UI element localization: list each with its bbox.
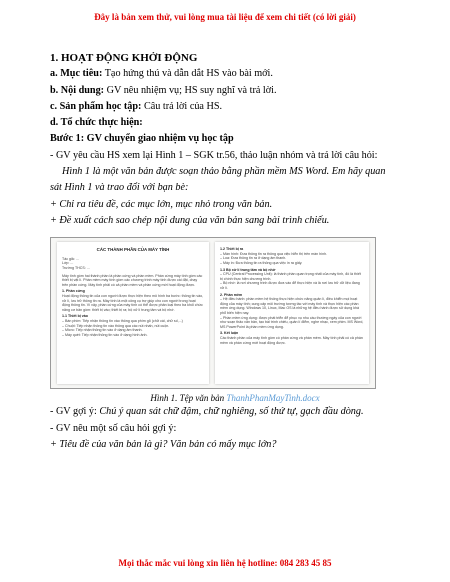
doc-os-paragraph: – Hệ điều hành: phần mềm hệ thống thực hiện chức năng quản lí, điều khiển mọi hoạt động của máy tính; cung cấp môi trường tương tác với máy tính và thực hiện các phần mềm ứng dụng. Windows 10, Linux, Mac OS là những hệ điều hành được sử dụng khá phổ biến hiện nay. bbox=[220, 297, 360, 315]
document-body bbox=[50, 50, 420, 453]
figure-document-preview bbox=[50, 237, 376, 389]
product-line bbox=[50, 99, 420, 115]
task-bullet-2: + Đề xuất cách sao chép nội dung của văn bản sang bài trình chiếu. bbox=[50, 214, 330, 226]
content-line bbox=[50, 83, 420, 99]
document-page-left bbox=[57, 242, 209, 384]
product-label: c. Sản phẩm học tập: bbox=[50, 100, 142, 112]
doc-heading-conclusion: 3. Kết luận bbox=[220, 331, 239, 336]
goal-line bbox=[50, 66, 420, 82]
figure-caption bbox=[50, 392, 420, 404]
hint-text: Chú ý quan sát chữ đậm, chữ nghiêng, số thứ tự, gạch đầu dòng. bbox=[96, 406, 364, 418]
doc-title: CÁC THÀNH PHẦN CỦA MÁY TÍNH bbox=[96, 247, 170, 253]
doc-output-item: – Màn hình: Đưa thông tin ra thông qua việc hiển thị trên màn hình. bbox=[220, 251, 328, 256]
doc-heading-cpu: 1.3 Bộ xử lí trung tâm và bộ nhớ bbox=[220, 267, 276, 272]
section-title: 1. HOẠT ĐỘNG KHỞI ĐỘNG bbox=[50, 52, 198, 64]
content-text: GV nêu nhiệm vụ; HS suy nghĩ và trả lời. bbox=[104, 84, 277, 96]
doc-heading-output: 1.2 Thiết bị ra bbox=[220, 247, 244, 252]
doc-meta-school: Trường THCS: ... bbox=[62, 266, 90, 271]
question-1: + Tiêu đề của văn bản là gì? Văn bản có mấy mục lớn? bbox=[50, 438, 277, 450]
caption-prefix: Hình 1. Tệp văn bản bbox=[150, 393, 227, 404]
task-line-1: Hình 1 là một văn bản được soạn thảo bằng phần mềm MS Word. Em hãy quan bbox=[62, 166, 386, 178]
step1-heading: Bước 1: GV chuyển giao nhiệm vụ học tập bbox=[50, 133, 234, 145]
doc-intro: Máy tính gồm hai thành phần là phần cứng và phần mềm. Phần cứng máy tính gồm các thiết bị vật lí. Phần mềm máy tính gồm các chương trình máy tính được cài đặt, chạy trên phần cứng. Máy tính phải có cả phần mềm và phần cứng mới hoạt động được. bbox=[62, 273, 203, 287]
preview-banner: Đây là bản xem thử, vui lòng mua tài liệu để xem chi tiết (có lời giải) bbox=[94, 12, 356, 22]
doc-output-item: – Máy in: Đưa thông tin ra thông qua việc in ra giấy. bbox=[220, 261, 303, 266]
doc-input-item: – Chuột: Tiếp nhận thông tin vào thông qua các nút nhấn, nút cuộn. bbox=[62, 323, 170, 328]
doc-input-item: – Micro: Tiếp nhận thông tin vào ở dạng âm thanh. bbox=[62, 328, 143, 333]
doc-heading-input: 1.1 Thiết bị vào bbox=[62, 314, 88, 319]
task-bullet-1: + Chỉ ra tiêu đề, các mục lớn, mục nhỏ trong văn bản. bbox=[50, 198, 273, 210]
hint-line bbox=[50, 404, 420, 420]
doc-input-item: – Bàn phím: Tiếp nhận thông tin vào thông qua phím gõ (chữ cái, chữ số,...) bbox=[62, 318, 183, 323]
doc-conclusion-paragraph: Các thành phần của máy tính gồm có phần cứng và phần mềm. Máy tính phải có cả phần mềm và phần cứng mới hoạt động được. bbox=[220, 335, 363, 345]
organize-heading: d. Tổ chức thực hiện: bbox=[50, 117, 143, 129]
hotline-banner: Mọi thắc mắc vui lòng xin liên hệ hotline: 084 283 45 85 bbox=[118, 558, 332, 568]
doc-output-item: – Loa: Đưa thông tin ra ở dạng âm thanh. bbox=[220, 256, 287, 261]
product-text: Câu trả lời của HS. bbox=[141, 100, 223, 112]
doc-meta-class: Lớp: ... bbox=[62, 261, 74, 266]
caption-filename: ThanhPhanMayTinh.docx bbox=[226, 393, 320, 404]
doc-heading-hardware: 1. Phần cứng bbox=[62, 289, 85, 294]
goal-text: Tạo hứng thú và dẫn dắt HS vào bài mới. bbox=[102, 68, 273, 80]
doc-hardware-paragraph: Hoạt động thông tin của con người được thực hiện theo mô hình ba bước: thông tin vào, xử lí, lưu trữ thông tin ra. Máy tính là một công cụ trợ giúp cho con người trong hoạt động thông tin. Vì vậy, phần cứng của máy tính có thể được phân loại theo ba khối chức năng cơ bản gồm: thiết bị vào; thiết bị ra; bộ xử lí trung tâm và bộ nhớ. bbox=[62, 294, 204, 312]
doc-meta-author: Tác giả: ... bbox=[62, 256, 79, 261]
goal-label: a. Mục tiêu: bbox=[50, 68, 103, 80]
doc-input-item: – Máy quét: Tiếp nhận thông tin vào ở dạng hình ảnh. bbox=[62, 332, 148, 337]
questions-intro: - GV nêu một số câu hỏi gợi ý: bbox=[50, 422, 177, 434]
document-page-right bbox=[215, 242, 369, 384]
task-paragraph: - GV yêu cầu HS xem lại Hình 1 – SGK tr.56, thảo luận nhóm và trả lời câu hỏi: bbox=[50, 149, 378, 161]
doc-heading-software: 2. Phần mềm bbox=[220, 292, 243, 297]
task-line-2: sát Hình 1 và trao đổi với bạn bè: bbox=[50, 182, 189, 194]
content-label: b. Nội dung: bbox=[50, 84, 105, 96]
hint-label: - GV gợi ý: bbox=[50, 406, 97, 418]
doc-cpu-paragraph: – CPU (Central Processing Unit): là thành phần quan trọng nhất của máy tính, đó là thiết bị chính thực hiện chương trình. bbox=[220, 272, 361, 281]
doc-apps-paragraph: – Phần mềm ứng dụng: được phát triển để phục vụ nhu cầu thường ngày của con người như soạn thảo văn bản, tạo bài trình chiếu, quản lí điểm, nghe nhạc, xem phim. MS Word, MS PowerPoint là phần mềm ứng dụng. bbox=[220, 315, 364, 329]
doc-memory-paragraph: – Bộ nhớ: là nơi chương trình được đưa vào để thực hiện và là nơi lưu trữ dữ liệu đang xử lí. bbox=[220, 281, 360, 291]
